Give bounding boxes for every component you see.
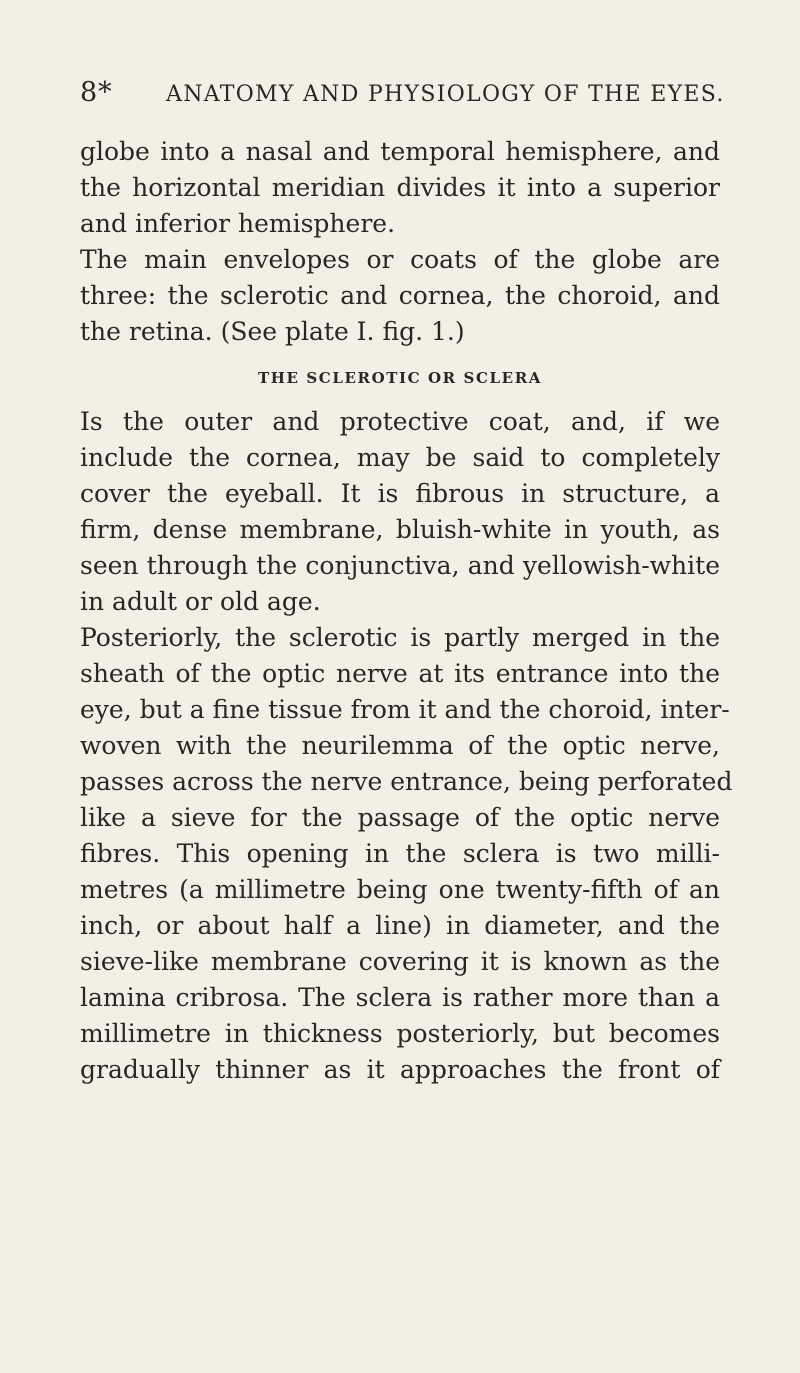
text-line: Posteriorly, the sclerotic is partly merged in the xyxy=(80,623,720,652)
text-line: sheath of the optic nerve at its entrance into the xyxy=(80,659,720,688)
text-line: fibres. This opening in the sclera is two milli- xyxy=(80,839,720,868)
text-line: in adult or old age. xyxy=(80,587,321,616)
text-line: include the cornea, may be said to completely xyxy=(80,443,720,472)
text-line: three: the sclerotic and cornea, the choroid, and xyxy=(80,281,720,310)
text-line: inch, or about half a line) in diameter, and the xyxy=(80,911,720,940)
paragraph-2 xyxy=(80,242,720,350)
text-line: passes across the nerve entrance, being perforated xyxy=(80,767,733,796)
text-line: lamina cribrosa. The sclera is rather more than a xyxy=(80,983,720,1012)
text-line: gradually thinner as it approaches the front of xyxy=(80,1055,720,1084)
text-line: woven with the neurilemma of the optic nerve, xyxy=(80,731,720,760)
text-line: eye, but a fine tissue from it and the choroid, inter- xyxy=(80,695,730,724)
page-header xyxy=(76,76,725,110)
page-number: 8* xyxy=(80,77,113,108)
text-line: Is the outer and protective coat, and, if we xyxy=(80,407,720,436)
text-line: firm, dense membrane, bluish-white in youth, as xyxy=(80,515,720,544)
body-text xyxy=(80,134,733,1088)
text-line: millimetre in thickness posteriorly, but becomes xyxy=(80,1019,720,1048)
paragraph-3 xyxy=(80,404,720,620)
text-line: and inferior hemisphere. xyxy=(80,209,396,238)
paragraph-1 xyxy=(80,134,720,242)
text-line: seen through the conjunctiva, and yellowish-white xyxy=(80,551,720,580)
text-line: the horizontal meridian divides it into a superior xyxy=(80,173,720,202)
text-line: metres (a millimetre being one twenty-fifth of an xyxy=(80,875,720,904)
text-line: sieve-like membrane covering it is known as the xyxy=(80,947,720,976)
text-line: like a sieve for the passage of the optic nerve xyxy=(80,803,720,832)
section-heading: THE SCLEROTIC OR SCLERA xyxy=(257,369,543,387)
running-title: ANATOMY AND PHYSIOLOGY OF THE EYES. xyxy=(166,82,725,107)
text-line: cover the eyeball. It is fibrous in structure, a xyxy=(80,479,720,508)
text-line: the retina. (See plate I. fig. 1.) xyxy=(80,317,465,346)
text-line: The main envelopes or coats of the globe are xyxy=(80,245,720,274)
paragraph-4 xyxy=(80,620,733,1088)
text-line: globe into a nasal and temporal hemisphere, and xyxy=(80,137,720,166)
